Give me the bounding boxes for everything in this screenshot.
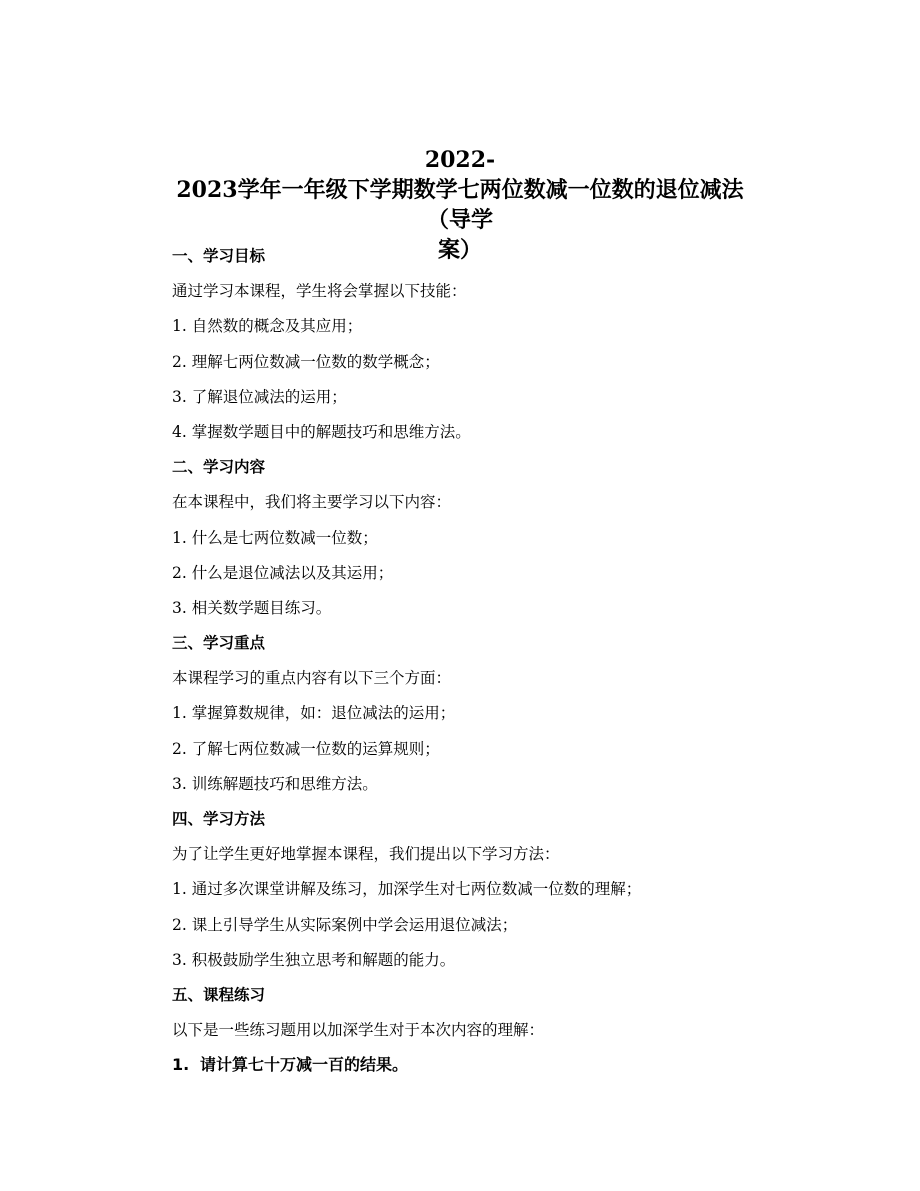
exercise-text: 请计算七十万减一百的结果。 (200, 1055, 409, 1075)
title-line-3: 案） (437, 237, 482, 263)
exercise-item (172, 1053, 752, 1088)
section-intro: 在本课程中，我们将主要学习以下内容： (172, 493, 452, 512)
title-line-1: 2022- (424, 147, 496, 173)
section-intro: 为了让学生更好地掌握本课程，我们提出以下学习方法： (172, 845, 560, 864)
list-item: 1. 自然数的概念及其应用； (172, 317, 363, 336)
title-line-2: 2023学年一年级下学期数学七两位数减一位数的退位减法（导学 (176, 177, 744, 233)
section-heading-key-points: 三、学习重点 (172, 634, 266, 653)
list-item: 1. 掌握算数规律，如：退位减法的运用； (172, 704, 456, 723)
list-item: 3. 训练解题技巧和思维方法。 (172, 774, 378, 793)
section-intro: 以下是一些练习题用以加深学生对于本次内容的理解： (172, 1021, 545, 1040)
section-intro: 本课程学习的重点内容有以下三个方面： (172, 669, 452, 688)
list-item: 1. 通过多次课堂讲解及练习，加深学生对七两位数减一位数的理解； (172, 880, 642, 899)
list-item: 3. 相关数学题目练习。 (172, 598, 332, 617)
list-item: 3. 了解退位减法的运用； (172, 387, 347, 406)
exercise-number: 1. (172, 1055, 190, 1075)
list-item: 2. 课上引导学生从实际案例中学会运用退位减法； (172, 915, 518, 934)
section-intro: 通过学习本课程，学生将会掌握以下技能： (172, 282, 467, 301)
list-item: 2. 了解七两位数减一位数的运算规则； (172, 739, 440, 758)
list-item: 2. 理解七两位数减一位数的数学概念； (172, 352, 440, 371)
section-heading-exercises: 五、课程练习 (172, 985, 266, 1004)
list-item: 3. 积极鼓励学生独立思考和解题的能力。 (172, 950, 456, 969)
list-item: 2. 什么是退位减法以及其运用； (172, 563, 394, 582)
document-body (172, 244, 752, 1089)
section-heading-content: 二、学习内容 (172, 458, 266, 477)
section-heading-methods: 四、学习方法 (172, 810, 266, 828)
section-heading-goals: 一、学习目标 (172, 247, 266, 265)
list-item: 1. 什么是七两位数减一位数； (172, 528, 378, 547)
list-item: 4. 掌握数学题目中的解题技巧和思维方法。 (172, 422, 471, 441)
